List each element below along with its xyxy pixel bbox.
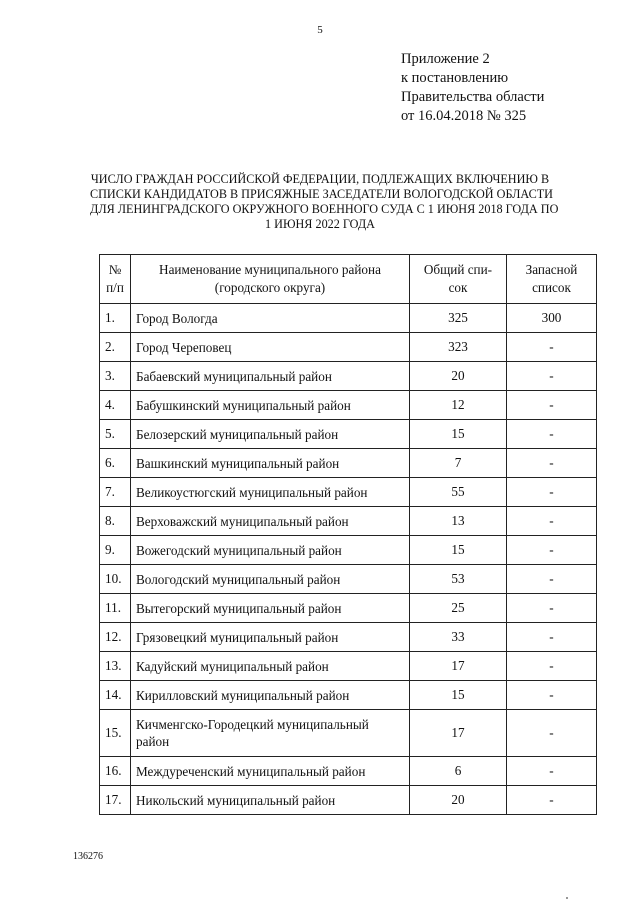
scan-speck: [566, 897, 568, 899]
district-name: Бабушкинский муниципальный район: [131, 391, 410, 420]
reserve-list-count: -: [507, 594, 597, 623]
table-row: [100, 478, 597, 507]
general-list-count: 17: [410, 710, 507, 757]
reserve-list-count: -: [507, 623, 597, 652]
district-name: Великоустюгский муниципальный район: [131, 478, 410, 507]
table-row: [100, 333, 597, 362]
general-list-count: 325: [410, 304, 507, 333]
general-list-count: 12: [410, 391, 507, 420]
district-name: Кирилловский муниципальный район: [131, 681, 410, 710]
table-row: [100, 362, 597, 391]
general-list-count: 13: [410, 507, 507, 536]
reserve-list-count: -: [507, 507, 597, 536]
table-row: [100, 536, 597, 565]
reserve-list-count: -: [507, 333, 597, 362]
reserve-list-count: -: [507, 652, 597, 681]
row-number: 1.: [100, 304, 131, 333]
reserve-list-count: 300: [507, 304, 597, 333]
row-number: 15.: [100, 710, 131, 757]
header-reserve-list: Запасной список: [507, 255, 597, 304]
reserve-list-count: -: [507, 710, 597, 757]
title-line: ДЛЯ ЛЕНИНГРАДСКОГО ОКРУЖНОГО ВОЕННОГО СУДА С 1 ИЮНЯ 2018 ГОДА ПО: [90, 202, 559, 216]
table-row: [100, 652, 597, 681]
row-number: 7.: [100, 478, 131, 507]
district-name: Вашкинский муниципальный район: [131, 449, 410, 478]
general-list-count: 15: [410, 536, 507, 565]
table-row: [100, 786, 597, 815]
general-list-count: 7: [410, 449, 507, 478]
general-list-count: 20: [410, 786, 507, 815]
page-number: 5: [317, 24, 323, 36]
general-list-count: 6: [410, 757, 507, 786]
reserve-list-count: -: [507, 478, 597, 507]
table-row: [100, 623, 597, 652]
appendix-line: к постановлению: [401, 70, 509, 86]
district-name: Вожегодский муниципальный район: [131, 536, 410, 565]
table-row: [100, 420, 597, 449]
district-name: Вологодский муниципальный район: [131, 565, 410, 594]
header-district-name: Наименование муниципального района (городского округа): [131, 255, 410, 304]
district-name: Никольский муниципальный район: [131, 786, 410, 815]
district-name: Междуреченский муниципальный район: [131, 757, 410, 786]
general-list-count: 17: [410, 652, 507, 681]
row-number: 5.: [100, 420, 131, 449]
general-list-count: 55: [410, 478, 507, 507]
document-title: [90, 172, 559, 232]
row-number: 16.: [100, 757, 131, 786]
district-name: Вытегорский муниципальный район: [131, 594, 410, 623]
district-name: Город Череповец: [131, 333, 410, 362]
reserve-list-count: -: [507, 565, 597, 594]
reserve-list-count: -: [507, 420, 597, 449]
appendix-line: Правительства области: [401, 89, 545, 105]
table-row: [100, 681, 597, 710]
district-name: Кадуйский муниципальный район: [131, 652, 410, 681]
district-name: Верховажский муниципальный район: [131, 507, 410, 536]
reserve-list-count: -: [507, 362, 597, 391]
district-name: Белозерский муниципальный район: [131, 420, 410, 449]
reserve-list-count: -: [507, 786, 597, 815]
row-number: 9.: [100, 536, 131, 565]
districts-table: [99, 254, 597, 815]
reserve-list-count: -: [507, 391, 597, 420]
reserve-list-count: -: [507, 536, 597, 565]
title-line: 1 ИЮНЯ 2022 ГОДА: [265, 217, 375, 231]
row-number: 12.: [100, 623, 131, 652]
title-line: СПИСКИ КАНДИДАТОВ В ПРИСЯЖНЫЕ ЗАСЕДАТЕЛИ ВОЛОГОДСКОЙ ОБЛАСТИ: [90, 187, 553, 201]
district-name: Кичменгско-Городецкий муниципальный район: [131, 710, 410, 757]
appendix-line: Приложение 2: [401, 51, 490, 67]
appendix-header: [401, 50, 544, 126]
general-list-count: 15: [410, 420, 507, 449]
row-number: 3.: [100, 362, 131, 391]
district-name: Город Вологда: [131, 304, 410, 333]
district-name: Грязовецкий муниципальный район: [131, 623, 410, 652]
table-row: [100, 594, 597, 623]
row-number: 13.: [100, 652, 131, 681]
title-line: ЧИСЛО ГРАЖДАН РОССИЙСКОЙ ФЕДЕРАЦИИ, ПОДЛЕЖАЩИХ ВКЛЮЧЕНИЮ В: [90, 172, 550, 186]
row-number: 10.: [100, 565, 131, 594]
table-row: [100, 757, 597, 786]
general-list-count: 33: [410, 623, 507, 652]
row-number: 17.: [100, 786, 131, 815]
district-name: Бабаевский муниципальный район: [131, 362, 410, 391]
reserve-list-count: -: [507, 757, 597, 786]
row-number: 8.: [100, 507, 131, 536]
reserve-list-count: -: [507, 681, 597, 710]
table-header-row: [100, 255, 597, 304]
table-row: [100, 507, 597, 536]
table-row: [100, 710, 597, 757]
document-code: 136276: [73, 851, 103, 862]
table-row: [100, 304, 597, 333]
table-row: [100, 449, 597, 478]
general-list-count: 53: [410, 565, 507, 594]
row-number: 4.: [100, 391, 131, 420]
general-list-count: 25: [410, 594, 507, 623]
general-list-count: 15: [410, 681, 507, 710]
appendix-line: от 16.04.2018 № 325: [401, 108, 527, 124]
row-number: 2.: [100, 333, 131, 362]
table-row: [100, 391, 597, 420]
row-number: 11.: [100, 594, 131, 623]
row-number: 6.: [100, 449, 131, 478]
general-list-count: 323: [410, 333, 507, 362]
header-number: № п/п: [100, 255, 131, 304]
row-number: 14.: [100, 681, 131, 710]
header-general-list: Общий спи- сок: [410, 255, 507, 304]
reserve-list-count: -: [507, 449, 597, 478]
table-row: [100, 565, 597, 594]
general-list-count: 20: [410, 362, 507, 391]
